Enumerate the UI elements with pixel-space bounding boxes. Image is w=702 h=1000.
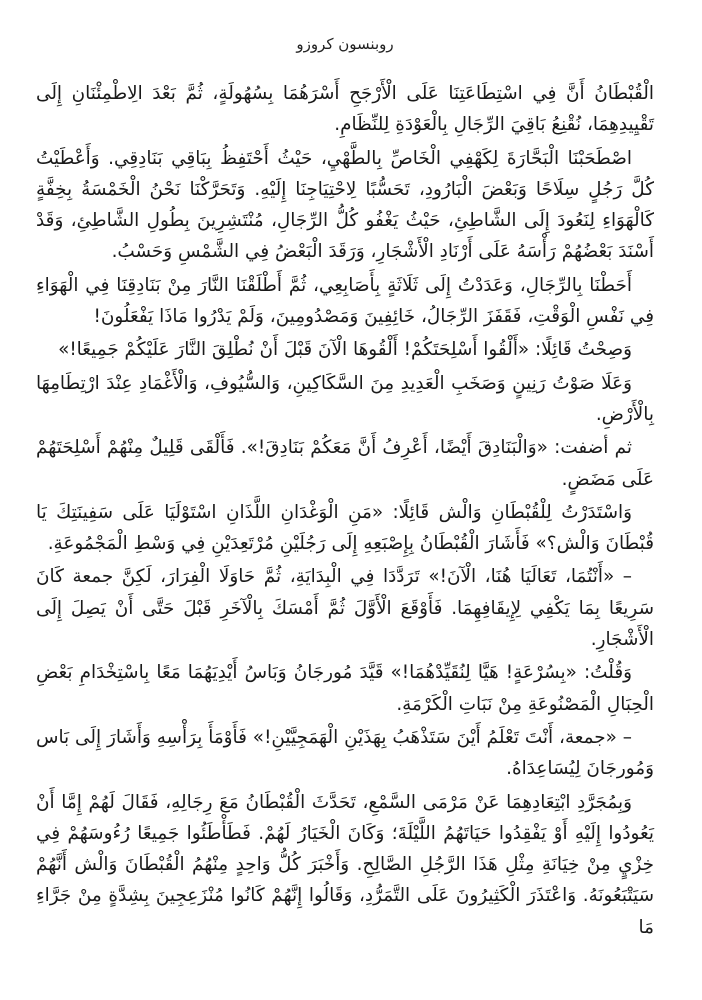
paragraph: وَقُلْتُ: «بِسُرْعَةٍ! هَيَّا لِنُقَيِّدْهُمَا!» قَيَّدَ مُورجَانُ وَبَاسُ أَيْدِيَهُمَا مَعًا بِاسْتِخْدَامِ بَعْضِ الْحِبَالِ الْمَصْنُوعَةِ مِنْ نَبَاتِ الْكَرْمَةِ. (36, 662, 654, 715)
paragraph: – «جمعة، أَنْتَ تَعْلَمُ أَيْنَ سَتَذْهَبُ بِهَذَيْنِ الْهَمَجِيَّيْنِ!» فَأَوْمَأَ بِرَأْسِهِ وَأَشَارَ إِلَى بَاس وَمُورجَانَ لِيُسَاعِدَاهُ. (36, 726, 654, 780)
paragraph: وَاسْتَدَرْتُ لِلْقُبْطَانِ وَالْش قَائِلًا: «مَنِ الْوَغْدَانِ اللَّذَانِ اسْتَوْلَيَا عَلَى سَفِينَتِكَ يَا قُبْطَانَ وَالْش؟» فَأَشَارَ الْقُبْطَانُ بِإِصْبَعِهِ إِلَى رَجُلَيْنِ مُرْتَعِدَيْنِ فِي وَسْطِ الْمَجْمُوعَةِ. (36, 501, 654, 555)
paragraph: وَعَلَا صَوْتُ رَنِينٍ وَصَخَبِ الْعَدِيدِ مِنَ السَّكَاكِينِ، وَالسُّيُوفِ، وَالْأَغْمَادِ عِنْدَ ارْتِطَامِهَا بِالْأَرْضِ. (36, 372, 654, 425)
paragraph: الْقُبْطَانُ أَنَّ فِي اسْتِطَاعَتِنَا عَلَى الْأَرْجَحِ أَسْرَهُمَا بِسُهُولَةٍ، ثُمَّ بَعْدَ الِاطْمِئْنَانِ إِلَى تَقْيِيدِهِمَا، نُقْنِعُ بَاقِيَ الرِّجَالِ بِالْعَوْدَةِ لِلنِّظَامِ. (36, 83, 654, 136)
paragraph: وَصِحْتُ قَائِلًا: «أَلْقُوا أَسْلِحَتَكُمْ! أَلْقُوهَا الْآنَ قَبْلَ أَنْ نُطْلِقَ النَّارَ عَلَيْكُمْ جَمِيعًا!» (58, 339, 632, 361)
body-text (36, 78, 654, 943)
paragraph: – «أَنْتُمَا، تَعَالَيَا هُنَا، الْآنَ!» تَرَدَّدَا فِي الْبِدَايَةِ، ثُمَّ حَاوَلَا الْفِرَارَ، لَكِنَّ جمعة كَانَ سَرِيعًا بِمَا يَكْفِي لِإِيقَافِهِمَا. فَأَوْقَعَ الْأَوَّلَ ثُمَّ أَمْسَكَ بِالْآخَرِ قَبْلَ حَتَّى أَنْ يَصِلَ إِلَى الْأَشْجَارِ. (36, 566, 654, 651)
running-header: روبنسون كروزو (296, 35, 394, 53)
paragraph: أَحَطْنَا بِالرِّجَالِ، وَعَدَدْتُ إِلَى ثَلَاثَةٍ بِأَصَابِعِي، ثُمَّ أَطْلَقْنَا النَّارَ مِنْ بَنَادِقِنَا فِي الْهَوَاءِ فِي نَفْسِ الْوَقْتِ، فَقَفَزَ الرِّجَالُ، خَائِفِينَ وَمَصْدُومِينَ، وَلَمْ يَدْرُوا مَاذَا يَفْعَلُونَ! (36, 274, 654, 328)
paragraph: وَبِمُجَرَّدِ ابْتِعَادِهِمَا عَنْ مَرْمَى السَّمْعِ، تَحَدَّثَ الْقُبْطَانُ مَعَ رِجَالِهِ، فَقَالَ لَهُمْ إِمَّا أَنْ يَعُودُوا إِلَيْهِ أَوْ يَفْقِدُوا حَيَاتَهُمُ اللَّيْلَةَ؛ وَكَانَ الْخَيَارُ لَهُمْ. فَطَأْطَئُوا جَمِيعًا رُءُوسَهُمْ فِي خِزْيٍ مِنْ خِيَانَةِ مِثْلِ هَذَا الرَّجُلِ الصَّالِحِ. وَأَخْبَرَ كُلُّ وَاحِدٍ مِنْهُمُ الْقُبْطَانَ وَالْش أَنَّهُمْ سَيَتْبَعُونَهُ. وَاعْتَذَرَ الْكَثِيرُونَ عَلَى التَّمَرُّدِ، وَقَالُوا إِنَّهُمْ كَانُوا مُنْزَعِجِينَ بِشِدَّةٍ مِنْ جَرَّاءِ مَا (36, 791, 654, 938)
paragraph: ثم أضفت: «وَالْبَنَادِقَ أَيْضًا، أَعْرِفُ أَنَّ مَعَكُمْ بَنَادِقَ!». فَأَلْقَى قَلِيلٌ مِنْهُمْ أَسْلِحَتَهُمْ عَلَى مَضَضٍ. (36, 437, 654, 490)
paragraph: اصْطَحَبْنَا الْبَحَّارَةَ لِكَهْفِي الْخَاصِّ بِالطَّهْيِ، حَيْثُ أَحْتَفِظُ بِبَاقِي بَنَادِقِي. وَأَعْطَيْتُ كُلَّ رَجُلٍ سِلَاحًا وَبَعْضَ الْبَارُودِ، تَحَسُّبًا لِاحْتِيَاجِنَا إِلَيْهِ. وَتَحَرَّكْنَا نَحْنُ الْخَمْسَةُ بِخِفَّةٍ كَالْهَوَاءِ لِنَعُودَ إِلَى الشَّاطِئِ، حَيْثُ يَغْفُو كُلُّ الرِّجَالِ، مُنْتَشِرِينَ بِطُولِ الشَّاطِئِ، وَقَدْ أَسْنَدَ بَعْضُهُمْ رَأْسَهُ عَلَى أَرْنَادِ الْأَشْجَارِ، وَرَقَدَ الْبَعْضُ فِي الشَّمْسِ وَحَسْبُ. (36, 147, 654, 263)
